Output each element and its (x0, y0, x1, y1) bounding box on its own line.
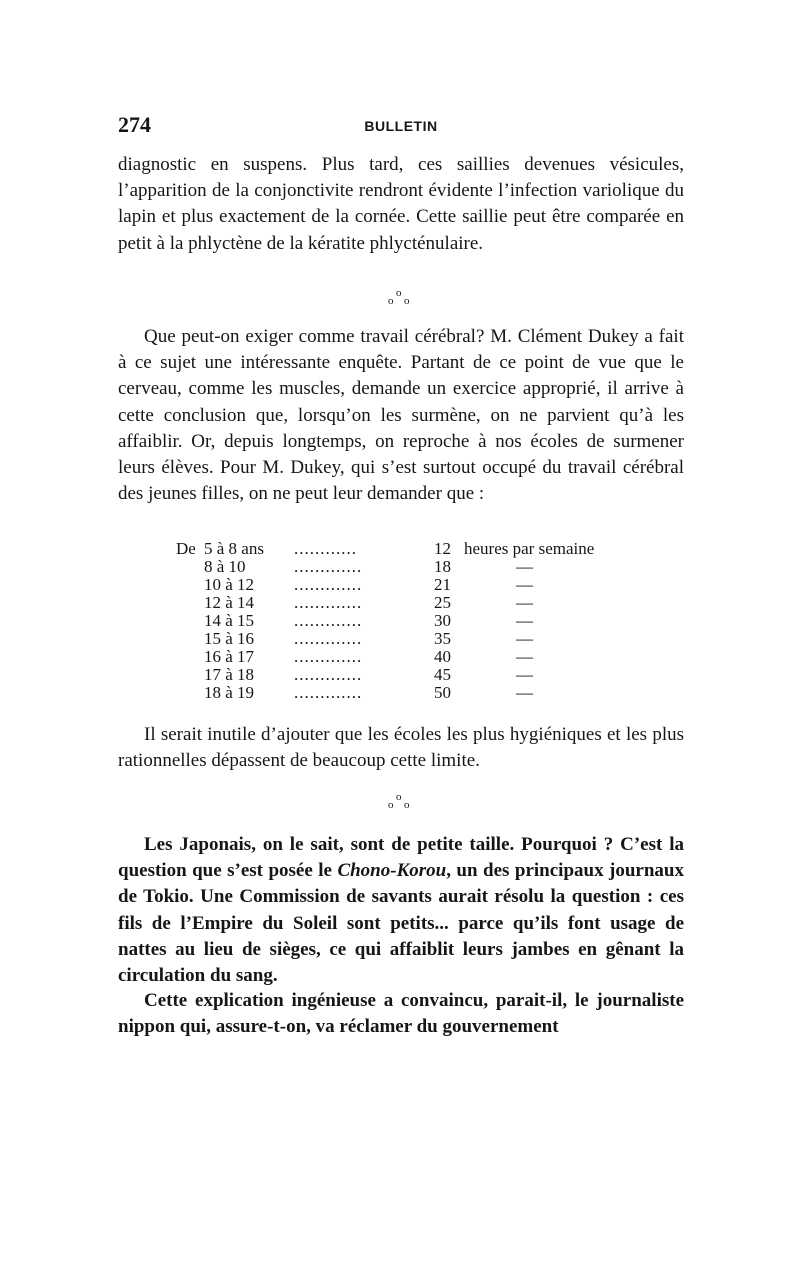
page-number: 274 (118, 112, 151, 137)
cell-range: 5 à 8 ans (204, 539, 264, 558)
paragraph-cornea: diagnostic en suspens. Plus tard, ces saillies devenues vésicules, l’apparition de la conjonctivite rendront évidente l’infection variolique du lapin et plus exactement de la cornée. Cette saillie peut être comparée en petit à la phlyctène de la kératite phlycténulaire. (118, 154, 684, 254)
table-row (118, 576, 684, 594)
cell-range: 14 à 15 (204, 611, 255, 630)
cell-ditto: — (516, 665, 533, 684)
table-row (118, 612, 684, 630)
cell-dots: ............. (294, 593, 363, 612)
cell-hours: 40 (434, 647, 451, 666)
cell-hours: 25 (434, 593, 451, 612)
cell-hours: 12 (434, 539, 451, 558)
cell-ditto: — (516, 683, 533, 702)
cell-range: 18 à 19 (204, 683, 255, 702)
cell-range: 15 à 16 (204, 629, 255, 648)
cell-ditto: — (516, 593, 533, 612)
cell-range: 16 à 17 (204, 647, 255, 666)
table-row (118, 648, 684, 666)
cell-range: 12 à 14 (204, 593, 255, 612)
separator-dot: o (396, 287, 402, 299)
cell-dots: ............. (294, 665, 363, 684)
separator-dot: o (404, 295, 410, 307)
study-hours-table (118, 540, 684, 702)
text-segment: Les Japonais, on le sait, sont de petite taille. Pourquoi ? C’est la question que s’est posée le (118, 834, 684, 882)
cell-dots: ............. (294, 683, 363, 702)
cell-range: 17 à 18 (204, 665, 255, 684)
cell-dots: ............. (294, 647, 363, 666)
cell-hours: 21 (434, 575, 451, 594)
cell-prefix: De (176, 539, 196, 558)
cell-ditto: — (516, 575, 533, 594)
table-row (118, 666, 684, 684)
cell-dots: ............. (294, 575, 363, 594)
cell-range: 10 à 12 (204, 575, 255, 594)
cell-hours: 50 (434, 683, 451, 702)
paragraph-limit: Il serait inutile d’ajouter que les écoles les plus hygiéniques et les plus rationnelles dépassent de beaucoup cette limite. (118, 724, 684, 772)
running-title: BULLETIN (364, 118, 438, 134)
table-row (118, 684, 684, 702)
table-row (118, 558, 684, 576)
paragraph-brain-work: Que peut-on exiger comme travail cérébral? M. Clément Dukey a fait à ce sujet une intéressante enquête. Partant de ce point de vue que le cerveau, comme les muscles, demande un exercice approprié, il arrive à cette conclusion que, lorsqu’on les surmène, on ne parvient qu’à les affaiblir. Or, depuis longtemps, on reproche à nos écoles de surmener leurs élèves. Pour M. Dukey, qui s’est surtout occupé du travail cérébral des jeunes filles, on ne peut leur demander que : (118, 326, 684, 505)
text-segment: , un des principaux journaux de Tokio. Une Commission de savants aurait résolu la question : ces fils de l’Empire du Soleil sont petits... parce qu’ils font usage de nattes au lieu de sièges, ce qui affaiblit leurs jambes en gênant la circulation du sang. (118, 860, 684, 987)
table-row (118, 540, 684, 558)
cell-dots: ............. (294, 611, 363, 630)
separator-dot: o (396, 791, 402, 803)
journal-name: Chono-Korou (337, 860, 447, 882)
asterism-separator (384, 792, 416, 814)
cell-dots: ............. (294, 629, 363, 648)
separator-dot: o (404, 799, 410, 811)
cell-hours: 45 (434, 665, 451, 684)
cell-dots: ............ (294, 539, 357, 558)
separator-dot: o (388, 295, 394, 307)
cell-ditto: — (516, 629, 533, 648)
cell-ditto: — (516, 557, 533, 576)
separator-dot: o (388, 799, 394, 811)
paragraph-explanation: Cette explication ingénieuse a convaincu, parait-il, le journaliste nippon qui, assure-t-on, va réclamer du gouvernement (118, 990, 684, 1038)
cell-hours: 18 (434, 557, 451, 576)
cell-unit: heures par semaine (464, 539, 595, 558)
cell-hours: 30 (434, 611, 451, 630)
table-row (118, 630, 684, 648)
cell-ditto: — (516, 647, 533, 666)
cell-range: 8 à 10 (204, 557, 246, 576)
cell-dots: ............. (294, 557, 363, 576)
paragraph-japanese (118, 832, 684, 989)
cell-hours: 35 (434, 629, 451, 648)
page-header (118, 112, 684, 142)
cell-ditto: — (516, 611, 533, 630)
table-row (118, 594, 684, 612)
asterism-separator (384, 288, 416, 310)
